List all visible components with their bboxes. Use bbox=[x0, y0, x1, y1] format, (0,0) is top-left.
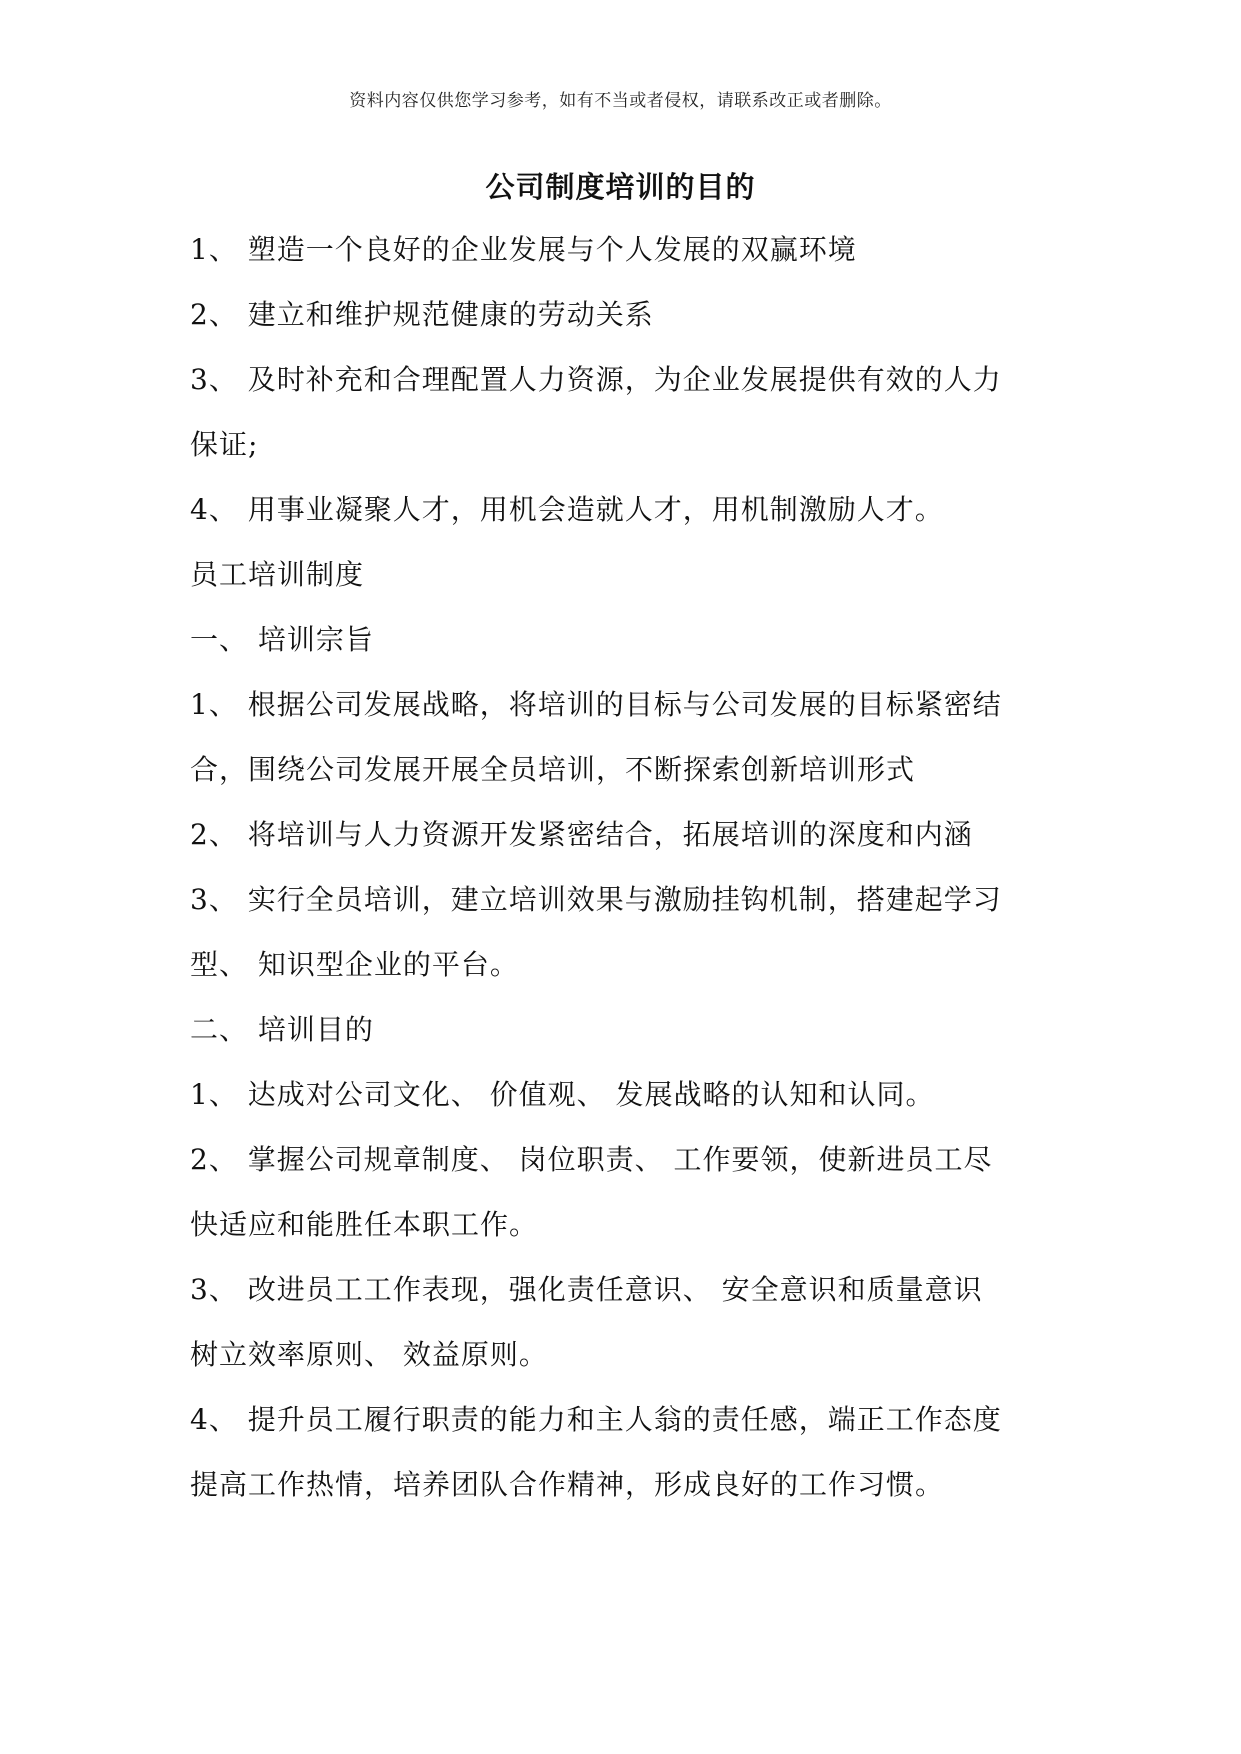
section-heading: 员工培训制度 bbox=[190, 558, 365, 591]
text-line: 3、 改进员工工作表现，强化责任意识、 安全意识和质量意识 bbox=[190, 1273, 983, 1306]
text-line: 合，围绕公司发展开展全员培训，不断探索创新培训形式 bbox=[190, 753, 916, 786]
text-line: 4、 用事业凝聚人才，用机会造就人才，用机制激励人才。 bbox=[190, 493, 944, 526]
document-title: 公司制度培训的目的 bbox=[485, 170, 756, 204]
section-heading: 二、 培训目的 bbox=[190, 1013, 374, 1046]
text-line: 型、 知识型企业的平台。 bbox=[190, 948, 519, 981]
text-line: 提高工作热情，培养团队合作精神，形成良好的工作习惯。 bbox=[190, 1468, 945, 1501]
text-line: 1、 塑造一个良好的企业发展与个人发展的双赢环境 bbox=[190, 233, 857, 266]
section-heading: 一、 培训宗旨 bbox=[190, 623, 374, 656]
text-line: 树立效率原则、 效益原则。 bbox=[190, 1338, 548, 1371]
text-line: 2、 将培训与人力资源开发紧密结合，拓展培训的深度和内涵 bbox=[190, 818, 973, 851]
text-line: 2、 掌握公司规章制度、 岗位职责、 工作要领，使新进员工尽 bbox=[190, 1143, 993, 1176]
text-line: 保证; bbox=[190, 428, 259, 461]
text-line: 4、 提升员工履行职责的能力和主人翁的责任感，端正工作态度 bbox=[190, 1403, 1002, 1436]
text-line: 3、 实行全员培训，建立培训效果与激励挂钩机制，搭建起学习 bbox=[190, 883, 1002, 916]
copyright-notice: 资料内容仅供您学习参考，如有不当或者侵权，请联系改正或者删除。 bbox=[349, 91, 892, 111]
text-line: 快适应和能胜任本职工作。 bbox=[190, 1208, 539, 1241]
text-line: 1、 根据公司发展战略，将培训的目标与公司发展的目标紧密结 bbox=[190, 688, 1002, 721]
text-line: 2、 建立和维护规范健康的劳动关系 bbox=[190, 298, 654, 331]
text-line: 3、 及时补充和合理配置人力资源，为企业发展提供有效的人力 bbox=[190, 363, 1002, 396]
document-body bbox=[190, 228, 1070, 1528]
text-line: 1、 达成对公司文化、 价值观、 发展战略的认知和认同。 bbox=[190, 1078, 935, 1111]
